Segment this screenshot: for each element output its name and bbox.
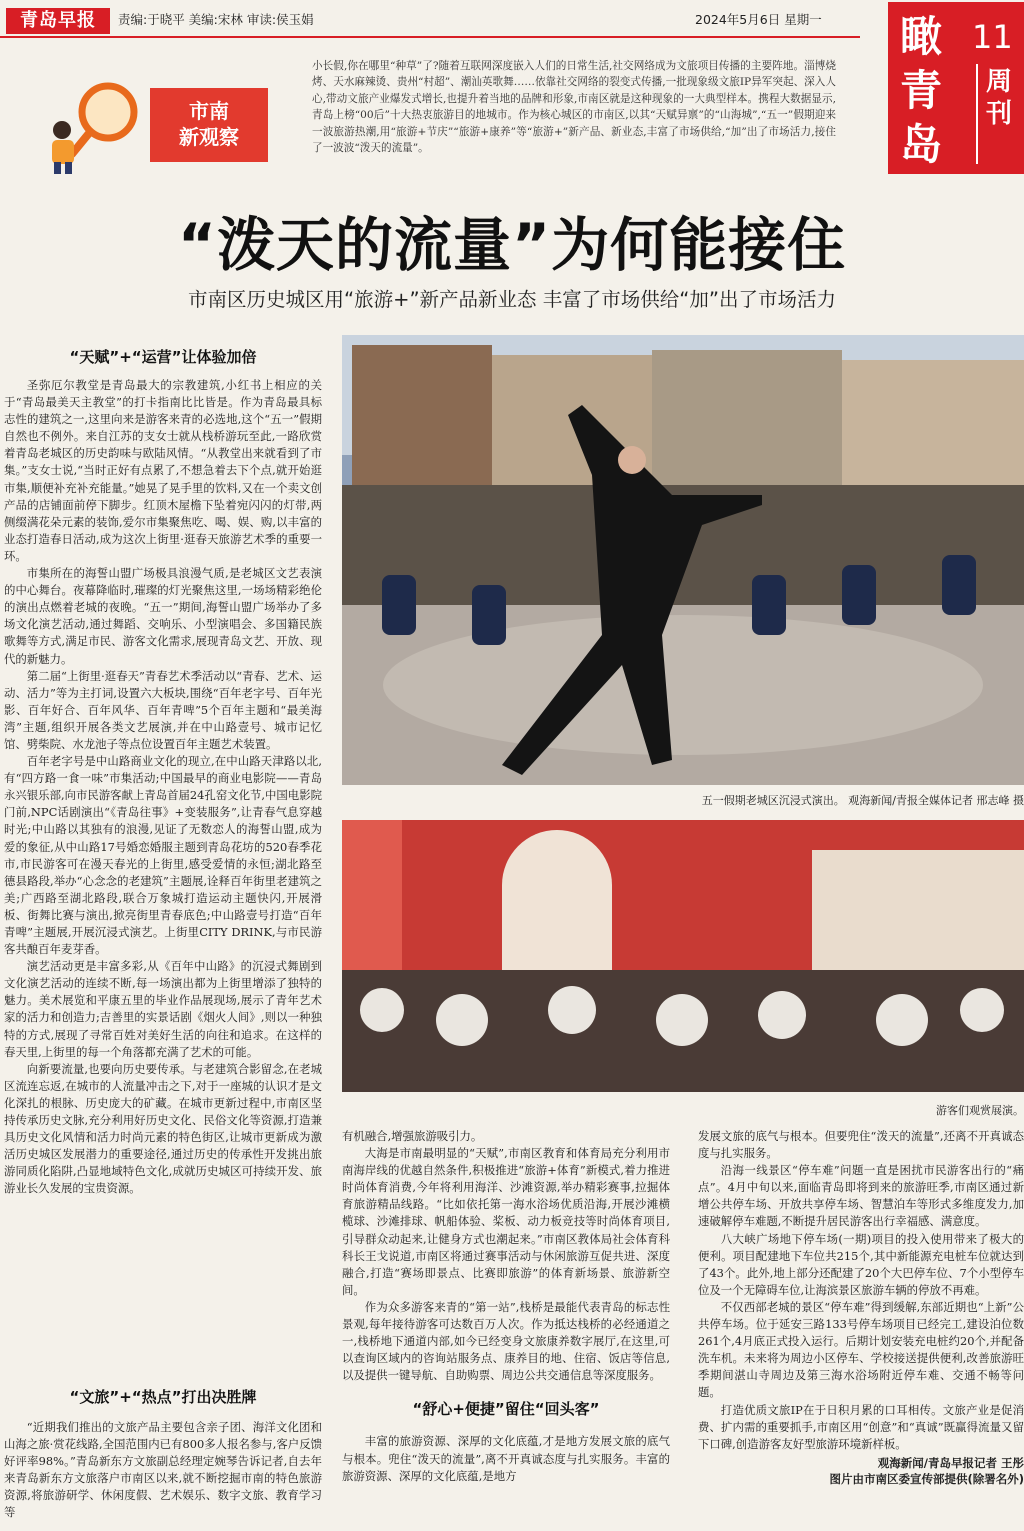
column-badge [150,88,268,162]
paragraph: 打造优质文旅IP在于日积月累的口耳相传。文旅产业是促消费、扩内需的重要抓手,市南区用“创意”和“真诚”既赢得流量又留下口碑,创造游客友好型旅游环境新样板。 [698,1402,1024,1451]
column-3-body [698,1128,1024,1453]
section-heading-3: “舒心+便捷”留住“回头客” [412,1400,600,1419]
issue-date: 2024年5月6日 星期一 [695,12,822,27]
headline: “泼天的流量”为何能接住 [177,211,847,279]
editor-credits: 责编:于晓平 美编:宋林 审读:侯玉娟 [118,12,314,27]
column-badge-line1: 市南 [189,99,229,123]
column-1 [4,342,322,1198]
column-1-body [4,377,322,1198]
column-1-cont-body [4,1419,322,1529]
paragraph: 丰富的旅游资源、深厚的文化底蕴,才是地方发展文旅的底气与根本。兜住“泼天的流量”,离不开真诚态度与扎实服务。丰富的旅游资源、深厚的文化底蕴,是地方 [342,1434,670,1483]
paragraph: 八大峡广场地下停车场(一期)项目的投入使用带来了极大的便利。项目配建地下车位共215个,其中新能源充电桩车位就达到了43个。此外,地上部分还配建了20个大巴停车位、7个小型停车位及一个无障碍车位,让海滨景区旅游车辆的停放不再难。 [698,1231,1024,1297]
section-heading-2: “文旅”+“热点”打出决胜牌 [69,1388,257,1406]
paragraph: 向新要流量,也要向历史要传承。与老建筑合影留念,在老城区流连忘返,在城市的人流量冲击之下,对于一座城的认识才是文化深扎的根脉、历史庞大的矿藏。在城市更新过程中,市南区坚持传承历史文脉,充分利用好历史文化、民俗文化等资源,打造兼具历史文化风情和活力时尚元素的特色街区,让城市更新成为激活历史城区发展潜力的重要途径,通过历史的传承性开发挑出旅游同质化陷阱,凸显地域特色文化,成就历史城区可持续开发、旅游业长久发展的宝贵资源。 [4,1061,322,1196]
performance-photo [342,335,1024,785]
column-1-cont [4,1386,322,1529]
paragraph: 沿海一线景区“停车难”问题一直是困扰市民游客出行的“痛点”。4月中旬以来,面临青岛即将到来的旅游旺季,市南区通过新增公共停车场、开放共享停车场、智慧泊车等形式多维度发力,加速破解停车难题,不断提升居民游客出行幸福感、满意度。 [698,1163,1024,1229]
photo-credit: 图片由市南区委宣传部提供(除署名外) [829,1471,1024,1486]
section-label: 周刊 [986,67,1013,129]
column-2 [342,1128,670,1489]
photo-caption-1: 五一假期老城区沉浸式演出。 观海新闻/青报全媒体记者 邢志峰 摄 [701,794,1024,807]
column-2-body [342,1128,670,1384]
paragraph: 不仅西部老城的景区“停车难”得到缓解,东部近期也“上新”公共停车场。位于延安三路133号停车场项目已经完工,建设泊位数261个,4月底正式投入运行。后期计划安装充电桩约20个,并配备洗车机。未来将为周边小区停车、学校接送提供便利,改善旅游旺季期间湛山寺周边及第三海水浴场附近停车难、交通不畅等问题。 [698,1299,1024,1400]
paragraph: 大海是市南最明显的“天赋”,市南区教育和体育局充分利用市南海岸线的优越自然条件,积极推进“旅游+体育”新模式,着力推进时尚体育消费,今年将利用海洋、沙滩资源,举办精彩赛事,拉掘体育旅游精品线路。“比如依托第一海水浴场优质沿海,开展沙滩横榄球、沙滩排球、帆船体验、桨板、动力板竞技等时尚体育项目,引导群众动起来,让健身方式也潮起来。”市南区教体局社会体育科科长王戈说道,市南区将通过赛事活动与休闲旅游互促共进、深度融合,打造“赛场即景点、比赛即旅游”的体育新场景、旅游新空间。 [342,1146,670,1297]
magnifier-illustration-icon [44,74,142,174]
audience-photo [342,820,1024,1092]
header-rule [0,36,860,38]
column-2-cont [342,1433,670,1489]
paragraph: 圣弥厄尔教堂是青岛最大的宗教建筑,小红书上相应的关于“青岛最美天主教堂”的打卡指南比比皆是。作为青岛最具标志性的建筑之一,这里向来是游客来青的必选地,这个“五一”假期自然也不例外。来自江苏的支女士就从栈桥游玩至此,一路欣赏着青岛老城区的历史韵味与欧陆风情。“从教堂出来就看到了市集。”支女士说,“当时正好有点累了,不想急着去下个点,就开始逛市集,顺便补充补充能量。”她晃了晃手里的饮料,又在一个卖文创产品的店铺面前停下脚步。红顶木屋檐下坠着宛闪闪的灯带,两侧缀满花朵元素的装饰,爱尔市集聚焦吃、喝、娱、购,以丰富的业态打造春日活动,成为这次上街里·逛春天旅游艺术季的重要一环。 [4,378,322,563]
photo-caption-2: 游客们观赏展演。 [936,1104,1024,1117]
section-heading-1: “天赋”+“运营”让体验加倍 [69,348,257,366]
paragraph: 发展文旅的底气与根本。但要兜住“泼天的流量”,还离不开真诚态度与扎实服务。 [698,1129,1024,1161]
section-title: 瞰青岛 [900,12,943,169]
section-divider [976,64,978,164]
paragraph: 百年老字号是中山路商业文化的现立,在中山路天津路以北,有“四方路一食一味”市集活动;中国最早的商业电影院——青岛永兴银乐部,向市民游客献上青岛首届24孔窑文化节,中国电影院门前,NPC话剧演出“《青岛往事》+变装服务”,让青春气息穿越时光;中山路以其独有的浪漫,见证了无数恋人的海誓山盟,成为爱的象征,从中山路17号婚恋婚服主题到青岛花坊的520春季花市,市民游客可在漫天春光的上街里,感受爱情的永恒;湖北路至德县路段,举办“心念念的老建筑”主题展,诠释百年街里老建筑之美;广西路至湖北路段,联合万象城打造运动主题快闪,开展滑板、街舞比赛与演出,掀亮街里青春底色;中山路壹号打造“百年青啤”主题展,开展沉浸式演艺。上街里CITY DRINK,与市民游客共酿百年麦芽香。 [4,754,322,957]
byline: 观海新闻/青岛早报记者 王彤 [877,1455,1024,1470]
subheadline: 市南区历史城区用“旅游+”新产品新业态 丰富了市场供给“加”出了市场活力 [188,288,836,311]
paragraph: 演艺活动更是丰富多彩,从《百年中山路》的沉浸式舞剧到文化演艺活动的连续不断,每一场演出都为上街里增添了独特的魅力。美术展览和平康五里的毕业作品展现场,展示了青年艺术家的活力和创造力;吉善里的实景话剧《烟火人间》,则以一种独特的方式,展现了寻常百姓对美好生活的向往和追求。在这样的春天里,上街里的每一个角落都充满了艺术的可能。 [4,959,322,1059]
newspaper-logo: 青岛早报 [6,8,110,34]
paragraph: 第二届“上街里·逛春天”青春艺术季活动以“青春、艺术、运动、活力”等为主打词,设置六大板块,围绕“百年老字号、百年光影、百年好合、百年风华、百年青啤”5个百年主题和“最美海湾”主题,组织开展各类文艺展演,并在中山路壹号、城市记忆馆、劈柴院、水龙池子等点位设置百年主题艺术装置。 [4,668,322,751]
column-badge-line2: 新观察 [179,125,239,149]
paragraph: 作为众多游客来青的“第一站”,栈桥是最能代表青岛的标志性景观,每年接待游客可达数百万人次。作为抵达栈桥的必经通道之一,栈桥地下通道内部,如今已经变身文旅康养数字展厅,在这里,可以查询区域内的咨询站服务点、康养目的地、住宿、饭店等信息,以及提供一键导航、自助购票、周边公共交通信息等深度服务。 [342,1299,670,1383]
column-3 [698,1128,1024,1487]
paragraph: “近期我们推出的文旅产品主要包含亲子团、海洋文化团和山海之旅·赏花线路,全国范围内已有800多人报名参与,客户反馈好评率98%。”青岛新东方文旅副总经理定婉琴告诉记者,自去年来青岛新东方文旅落户市南区以来,就不断挖掘市南的特色旅游资源,将旅游研学、休闲度假、艺术娱乐、数字文旅、教育学习等 [4,1420,322,1520]
intro-paragraph: 小长假,你在哪里“种草”了?随着互联网深度嵌入人们的日常生活,社交网络成为文旅项目传播的主要阵地。淄博烧烤、天水麻辣烫、贵州“村超”、潮汕英歌舞……依靠社交网络的裂变式传播,一批现象级文旅IP异军突起、深入人心,带动文旅产业爆发式增长,也提升着当地的品牌和形象,市南区就是这种现象的一大典型样本。携程大数据显示,青岛上榜“00后”十大热衷旅游目的地城市。作为核心城区的市南区,以其“天赋异禀”的“山海城”,“五一”假期迎来一波旅游热潮,用“旅游+节庆”“旅游+康养”等“旅游+”新产品、新业态,丰富了市场供给,“加”出了市场活力,接住了一波波“泼天的流量”。 [312,60,836,155]
paragraph: 市集所在的海誓山盟广场极具浪漫气质,是老城区文艺表演的中心舞台。夜幕降临时,璀璨的灯光聚焦这里,一场场精彩绝伦的演出点燃着老城的夜晚。“五一”期间,海誓山盟广场举办了多场文化演艺活动,通过舞蹈、交响乐、小型演唱会、多国籍民族歌舞等方式,满足市民、游客文化需求,展现青岛文艺、开放、现代的新魅力。 [4,566,322,666]
paragraph: 有机融合,增强旅游吸引力。 [342,1129,483,1143]
page-number: 11 [972,18,1013,56]
